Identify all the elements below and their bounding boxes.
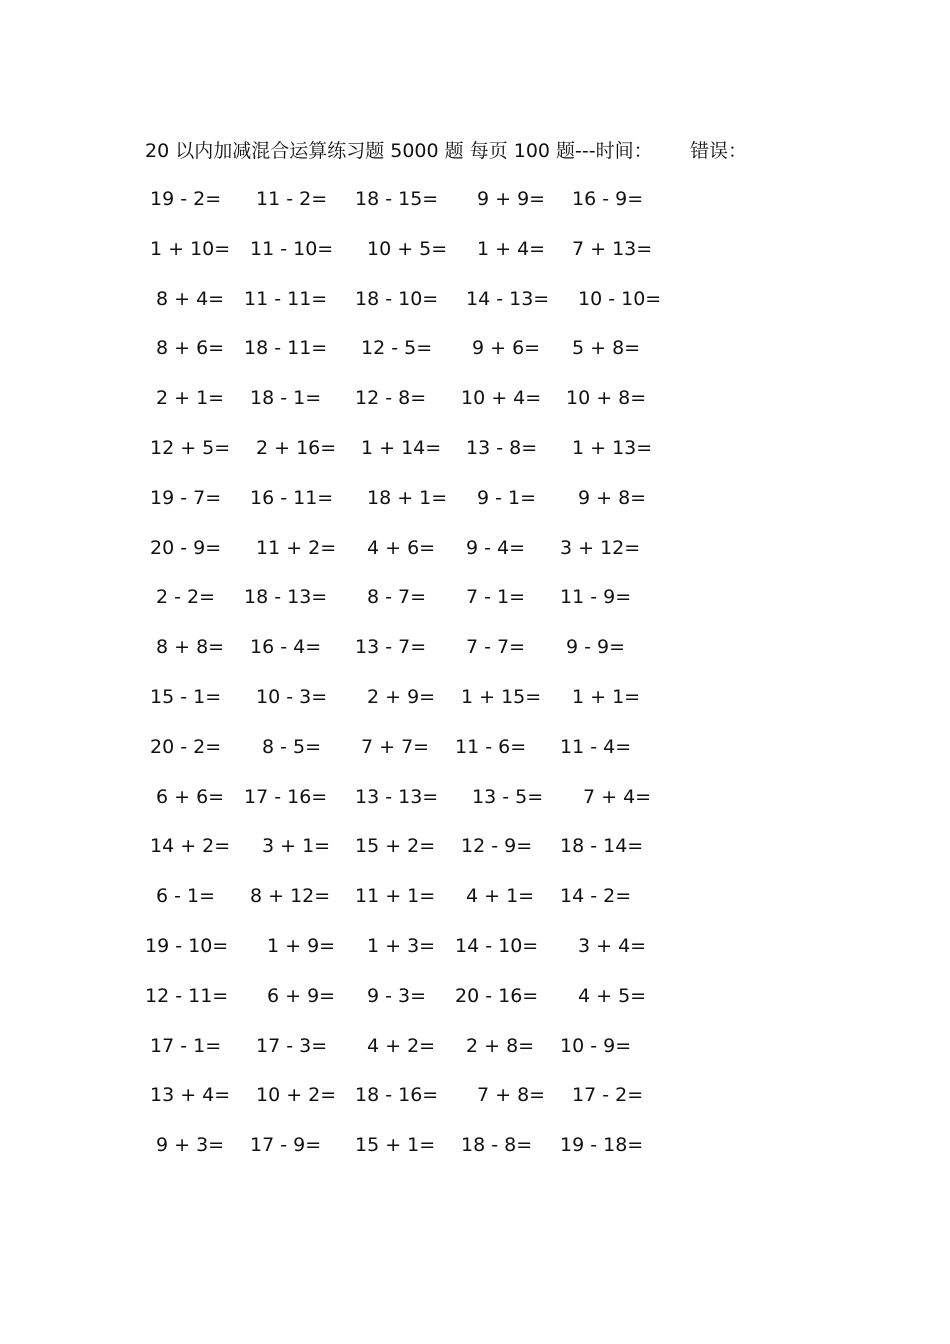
problem-cell: 18 - 10= [355, 287, 439, 310]
problem-cell: 4 + 5= [578, 984, 647, 1007]
problem-cell: 10 - 10= [578, 287, 662, 310]
problem-cell: 7 + 4= [583, 785, 652, 808]
problem-row [0, 582, 950, 612]
problem-row [0, 284, 950, 314]
problem-cell: 2 + 8= [466, 1034, 535, 1057]
problem-cell: 13 - 8= [466, 437, 538, 459]
worksheet-title: 20 以内加减混合运算练习题 5000 题 每页 100 题---时间： [145, 140, 653, 162]
problem-cell: 10 + 4= [461, 387, 542, 410]
problem-row [0, 931, 950, 961]
problem-cell: 14 + 2= [150, 835, 231, 858]
problem-cell: 12 - 8= [355, 387, 427, 410]
problem-cell: 9 - 9= [566, 636, 626, 659]
problem-cell: 13 - 5= [472, 785, 544, 808]
problem-row [0, 1080, 950, 1110]
problem-cell: 9 + 3= [156, 1134, 225, 1157]
problem-cell: 7 - 1= [466, 586, 526, 609]
problem-cell: 14 - 10= [455, 935, 539, 957]
problem-cell: 19 - 18= [560, 1134, 644, 1157]
problem-cell: 1 + 3= [367, 935, 436, 957]
problem-row [0, 732, 950, 762]
problem-row [0, 383, 950, 413]
problem-cell: 9 - 3= [367, 984, 427, 1007]
problem-cell: 3 + 12= [560, 536, 641, 559]
problem-cell: 8 + 6= [156, 337, 225, 360]
problem-cell: 12 - 5= [361, 337, 433, 360]
problem-cell: 1 + 1= [572, 686, 641, 708]
problem-cell: 19 - 2= [150, 188, 222, 210]
problem-cell: 16 - 4= [250, 636, 322, 659]
problem-row [0, 782, 950, 812]
problem-cell: 17 - 3= [256, 1034, 328, 1057]
problem-cell: 11 - 6= [455, 735, 527, 758]
problem-cell: 20 - 16= [455, 984, 539, 1007]
problem-cell: 5 + 8= [572, 337, 641, 360]
problem-cell: 17 - 2= [572, 1084, 644, 1107]
problem-row [0, 632, 950, 662]
problem-cell: 8 - 7= [367, 586, 427, 609]
problem-cell: 6 + 9= [267, 984, 336, 1007]
problem-row [0, 533, 950, 563]
problem-cell: 10 + 5= [367, 237, 448, 260]
problem-cell: 7 - 7= [466, 636, 526, 659]
problem-row [0, 981, 950, 1011]
problem-cell: 10 + 2= [256, 1084, 337, 1107]
problem-cell: 4 + 2= [367, 1034, 436, 1057]
problem-cell: 14 - 2= [560, 885, 632, 908]
problem-cell: 10 + 8= [566, 387, 647, 410]
problem-cell: 11 + 1= [355, 885, 436, 908]
problem-cell: 7 + 13= [572, 237, 653, 260]
problem-cell: 18 - 15= [355, 188, 439, 210]
problem-cell: 9 - 4= [466, 536, 526, 559]
problem-cell: 11 + 2= [256, 536, 337, 559]
errors-label: 错误： [690, 140, 748, 162]
problem-row [0, 184, 950, 214]
problem-cell: 17 - 16= [244, 785, 328, 808]
problem-cell: 10 - 3= [256, 686, 328, 708]
problem-cell: 1 + 10= [150, 237, 231, 260]
problem-cell: 6 - 1= [156, 885, 216, 908]
problem-cell: 20 - 9= [150, 536, 222, 559]
problem-cell: 19 - 10= [145, 935, 229, 957]
problem-cell: 9 + 9= [477, 188, 546, 210]
problem-cell: 18 - 14= [560, 835, 644, 858]
problem-cell: 1 + 13= [572, 437, 653, 459]
problem-cell: 8 + 4= [156, 287, 225, 310]
problem-row [0, 1031, 950, 1061]
problem-cell: 3 + 4= [578, 935, 647, 957]
problem-cell: 2 + 1= [156, 387, 225, 410]
problem-cell: 3 + 1= [262, 835, 331, 858]
problem-cell: 18 - 16= [355, 1084, 439, 1107]
problem-row [0, 234, 950, 264]
problem-cell: 13 - 13= [355, 785, 439, 808]
problem-cell: 18 + 1= [367, 486, 448, 509]
problem-cell: 18 - 1= [250, 387, 322, 410]
problem-cell: 1 + 15= [461, 686, 542, 708]
problem-cell: 16 - 11= [250, 486, 334, 509]
problem-cell: 7 + 7= [361, 735, 430, 758]
problem-cell: 12 - 9= [461, 835, 533, 858]
problem-cell: 11 - 9= [560, 586, 632, 609]
problem-cell: 6 + 6= [156, 785, 225, 808]
problem-cell: 9 - 1= [477, 486, 537, 509]
problem-row [0, 333, 950, 363]
problem-cell: 8 + 8= [156, 636, 225, 659]
problem-row [0, 1130, 950, 1160]
problem-cell: 13 - 7= [355, 636, 427, 659]
problem-cell: 12 + 5= [150, 437, 231, 459]
problem-cell: 8 + 12= [250, 885, 331, 908]
problem-cell: 1 + 4= [477, 237, 546, 260]
problem-cell: 2 - 2= [156, 586, 216, 609]
problem-cell: 1 + 9= [267, 935, 336, 957]
problem-cell: 13 + 4= [150, 1084, 231, 1107]
problem-cell: 19 - 7= [150, 486, 222, 509]
problem-row [0, 483, 950, 513]
problem-cell: 11 - 2= [256, 188, 328, 210]
problem-cell: 9 + 8= [578, 486, 647, 509]
problem-cell: 4 + 1= [466, 885, 535, 908]
problem-cell: 9 + 6= [472, 337, 541, 360]
problem-cell: 12 - 11= [145, 984, 229, 1007]
problem-cell: 14 - 13= [466, 287, 550, 310]
problem-row [0, 831, 950, 861]
problem-cell: 4 + 6= [367, 536, 436, 559]
problem-cell: 17 - 1= [150, 1034, 222, 1057]
problem-cell: 10 - 9= [560, 1034, 632, 1057]
problem-cell: 1 + 14= [361, 437, 442, 459]
problem-cell: 11 - 11= [244, 287, 328, 310]
problem-cell: 15 - 1= [150, 686, 222, 708]
problem-cell: 8 - 5= [262, 735, 322, 758]
problem-cell: 17 - 9= [250, 1134, 322, 1157]
problem-cell: 18 - 13= [244, 586, 328, 609]
problem-row [0, 682, 950, 712]
problem-cell: 18 - 8= [461, 1134, 533, 1157]
problem-cell: 16 - 9= [572, 188, 644, 210]
problem-cell: 18 - 11= [244, 337, 328, 360]
problem-row [0, 881, 950, 911]
problem-cell: 2 + 16= [256, 437, 337, 459]
problem-row [0, 433, 950, 463]
problem-cell: 7 + 8= [477, 1084, 546, 1107]
problem-cell: 2 + 9= [367, 686, 436, 708]
problem-cell: 15 + 1= [355, 1134, 436, 1157]
problem-cell: 11 - 10= [250, 237, 334, 260]
problem-cell: 15 + 2= [355, 835, 436, 858]
problem-cell: 11 - 4= [560, 735, 632, 758]
problem-cell: 20 - 2= [150, 735, 222, 758]
